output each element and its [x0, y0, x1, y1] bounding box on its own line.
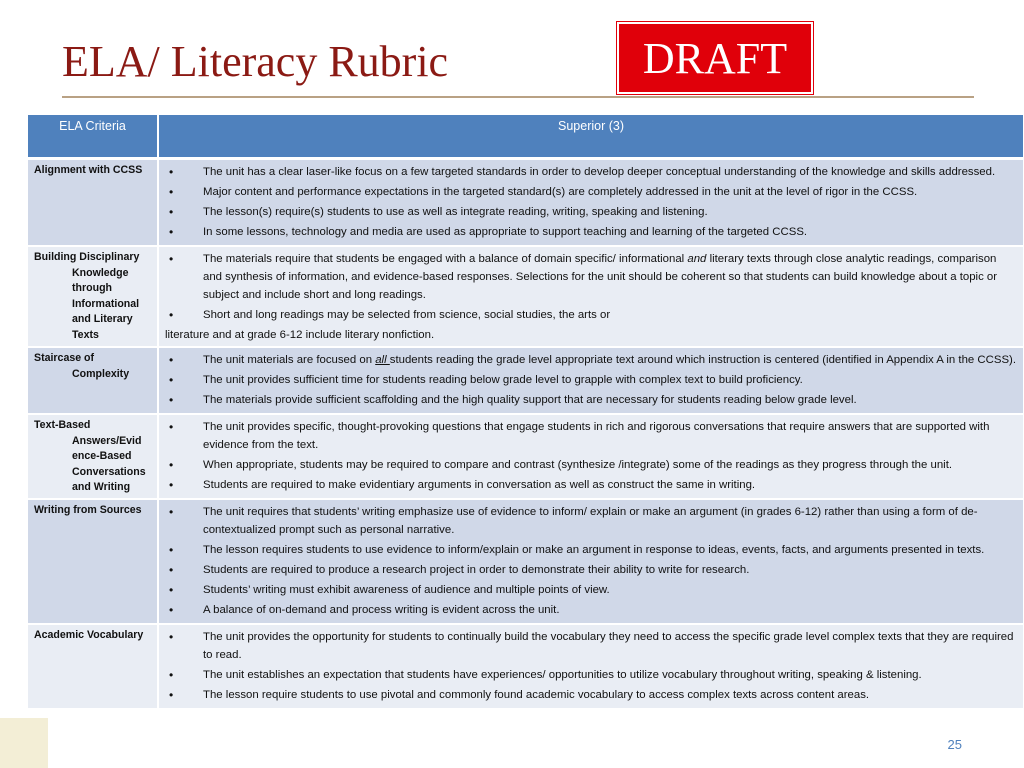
descriptor-cell: [158, 160, 1024, 246]
list-item: • Short and long readings may be selected from science, social studies, the arts or: [165, 306, 1017, 324]
table-row: [28, 246, 1024, 347]
table-row: [28, 160, 1024, 246]
page-title: ELA/ Literacy Rubric: [62, 37, 449, 86]
header-superior: Superior (3): [158, 115, 1024, 157]
list-item: • The lesson requires students to use evidence to inform/explain or make an argument in response to ideas, events, facts, and arguments presented in texts.: [165, 541, 1017, 559]
criterion-label: Text-Based: [34, 419, 91, 431]
rubric-table-container: [28, 115, 1024, 768]
list-item: • When appropriate, students may be required to compare and contrast (synthesize /integrate) some of the readings as they progress through the unit.: [165, 456, 1017, 474]
criterion-label: Building Disciplinary: [34, 251, 140, 263]
emphasis-and: and: [687, 253, 707, 265]
list-item: • A balance of on-demand and process writing is evident across the unit.: [165, 601, 1017, 619]
list-item: • The materials provide sufficient scaffolding and the high quality support that are necessary for students reading below grade level.: [165, 391, 1017, 409]
list-item: • The unit has a clear laser-like focus on a few targeted standards in order to develop deeper conceptual understanding of the knowledge and skills addressed.: [165, 163, 1017, 181]
list-item: • The lesson(s) require(s) students to use as well as integrate reading, writing, speaking and listening.: [165, 203, 1017, 221]
table-row: [28, 414, 1024, 499]
list-item: • Students’ writing must exhibit awareness of audience and multiple points of view.: [165, 581, 1017, 599]
list-item: • Major content and performance expectations in the targeted standard(s) are completely addressed in the unit at the level of rigor in the CCSS.: [165, 183, 1017, 201]
criterion-cell: [28, 414, 158, 499]
rubric-table: [28, 115, 1024, 710]
criterion-label: Alignment with CCSS: [34, 164, 143, 176]
list-item-continuation: literature and at grade 6-12 include literary nonfiction.: [165, 329, 435, 341]
page-number: 25: [947, 737, 962, 752]
list-item: • The unit establishes an expectation that students have experiences/ opportunities to utilize vocabulary throughout writing, speaking & listening.: [165, 666, 1017, 684]
descriptor-cell: [158, 414, 1024, 499]
list-item: • The lesson require students to use pivotal and commonly found academic vocabulary to access complex texts across content areas.: [165, 686, 1017, 704]
criterion-label-continued: Answers/Evid ence-Based Conversations and Writing: [72, 434, 146, 493]
criterion-cell: [28, 347, 158, 414]
criterion-label-continued: Complexity: [72, 367, 130, 380]
table-row: [28, 347, 1024, 414]
header-criteria: ELA Criteria: [28, 115, 158, 157]
list-item: • The unit provides sufficient time for students reading below grade level to grapple with complex text to build proficiency.: [165, 371, 1017, 389]
list-item: • The unit materials are focused on all students reading the grade level appropriate text around which instruction is centered (identified in Appendix A in the CCSS).: [165, 351, 1017, 369]
criterion-label: Writing from Sources: [34, 504, 142, 516]
list-item: • The unit provides specific, thought-provoking questions that engage students in rich and rigorous conversations that require answers that are supported with evidence from the text.: [165, 418, 1017, 454]
header-row: [28, 115, 1024, 157]
emphasis-all: all: [375, 354, 390, 366]
criterion-cell: [28, 624, 158, 709]
criterion-cell: [28, 160, 158, 246]
list-item: • In some lessons, technology and media are used as appropriate to support teaching and learning of the targeted CCSS.: [165, 223, 1017, 241]
criterion-cell: [28, 499, 158, 624]
list-item: • Students are required to make evidentiary arguments in conversation as well as construct the same in writing.: [165, 476, 1017, 494]
list-item: • The unit provides the opportunity for students to continually build the vocabulary they need to access the specific grade level complex texts that they are required to read.: [165, 628, 1017, 664]
draft-badge: DRAFT: [617, 22, 813, 94]
descriptor-cell: [158, 624, 1024, 709]
criterion-label: Academic Vocabulary: [34, 629, 144, 641]
table-row: [28, 624, 1024, 709]
criterion-label-continued: Knowledge through Informational and Literary Texts: [72, 266, 140, 341]
criterion-cell: [28, 246, 158, 347]
list-item: • The unit requires that students’ writing emphasize use of evidence to inform/ explain or make an argument (in grades 6-12) rather than using a form of de-contextualized prompt such as personal narrative.: [165, 503, 1017, 539]
criterion-label: Staircase of: [34, 352, 95, 364]
descriptor-cell: [158, 246, 1024, 347]
list-item: • Students are required to produce a research project in order to demonstrate their ability to write for research.: [165, 561, 1017, 579]
table-row: [28, 499, 1024, 624]
title-divider: [62, 96, 974, 98]
descriptor-cell: [158, 499, 1024, 624]
descriptor-cell: [158, 347, 1024, 414]
list-item: • The materials require that students be engaged with a balance of domain specific/ informational and literary texts through close analytic readings, comparison and synthesis of information, and evidence-based responses. Selections for the unit should be coherent so that students can build knowledge about a topic or subject and include short and long readings.: [165, 250, 1017, 304]
